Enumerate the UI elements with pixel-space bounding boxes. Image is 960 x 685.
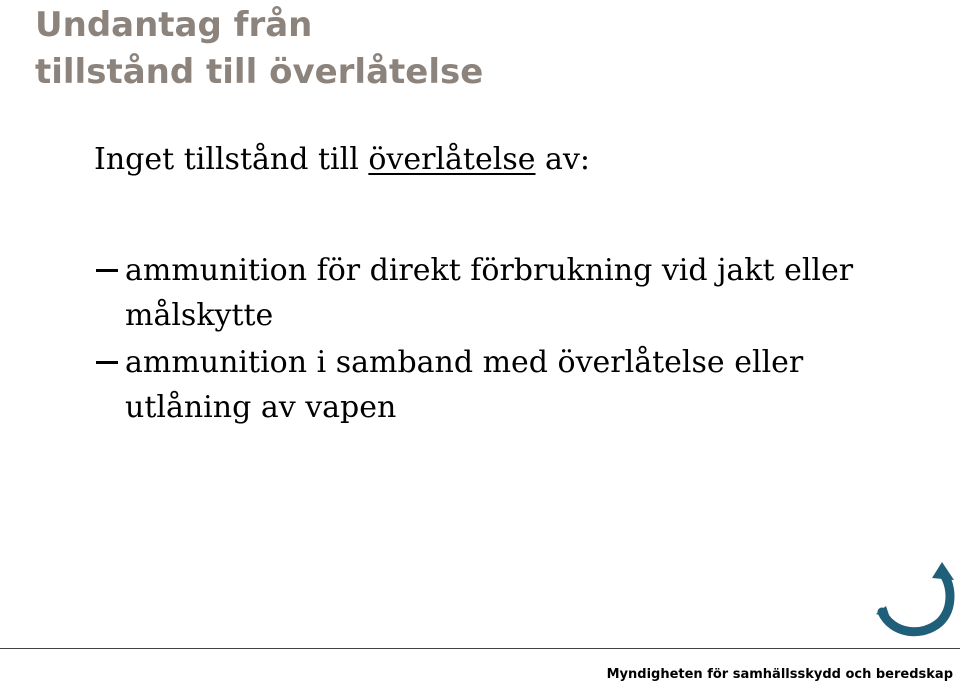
arrow-head — [932, 562, 954, 580]
footer-organization: Myndigheten för samhällsskydd och beredskap — [606, 667, 953, 682]
intro-prefix: Inget tillstånd till — [94, 142, 369, 177]
slide-title — [35, 2, 483, 96]
arrow-body — [882, 572, 950, 632]
curved-return-arrow-icon[interactable] — [872, 560, 960, 644]
intro-suffix: av: — [535, 142, 590, 177]
dash-bullet-icon — [96, 269, 118, 272]
slide-title-line-1: Undantag från — [35, 5, 313, 45]
bullet-item-ammunition-jakt — [0, 248, 915, 338]
bullet-text: ammunition för direkt förbrukning vid jakt eller målskytte — [125, 253, 854, 333]
bullet-item-ammunition-vapen — [0, 340, 915, 430]
intro-text — [94, 140, 590, 180]
overlatelse-link[interactable]: överlåtelse — [368, 142, 536, 177]
slide-title-line-2: tillstånd till överlåtelse — [35, 52, 484, 92]
bullet-list — [0, 248, 915, 432]
bullet-text: ammunition i samband med överlåtelse eller utlåning av vapen — [125, 345, 804, 425]
footer-divider — [0, 648, 960, 649]
dash-bullet-icon — [96, 361, 118, 364]
